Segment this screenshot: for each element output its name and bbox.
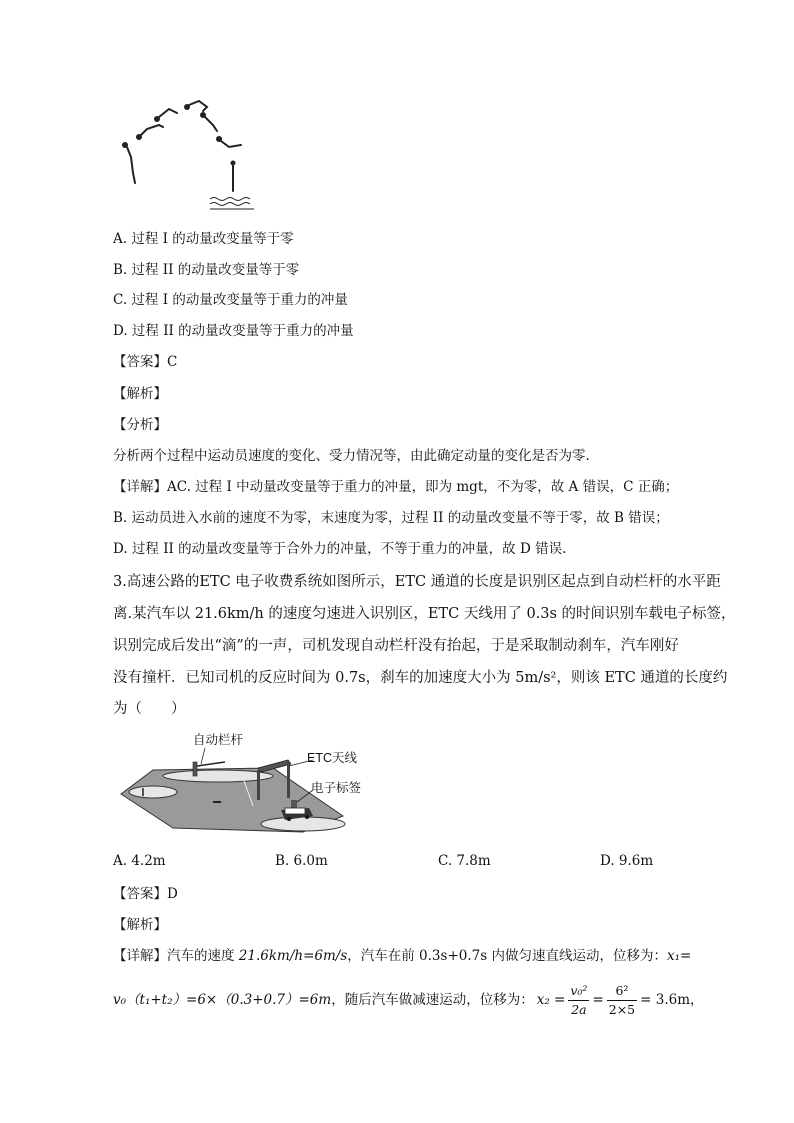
q2-answer: 【答案】C xyxy=(113,354,178,370)
q3-x1-formula: v₀（t₁+t₂）=6×（0.3+0.7）=6m xyxy=(113,992,332,1008)
q2-fenxi-heading: 【分析】 xyxy=(113,417,167,433)
q3-detail-mid: ，汽车在前 0.3s+0.7s 内做匀速直线运动，位移为： xyxy=(347,948,667,964)
q3-frac1-den: 2a xyxy=(571,1001,587,1017)
q2-detail-1: 【详解】AC. 过程 I 中动量改变量等于重力的冲量，即为 mgt，不为零，故 A 错误，C 正确； xyxy=(113,479,679,495)
q3-detail-line-2: v₀（t₁+t₂）=6×（0.3+0.7）=6m ，随后汽车做减速运动，位移为： x₂ = $\frac{\text{v₀²}}{2a}$ = $\frac{\text{6²}}{2\times 5}$ = 3.6m， xyxy=(113,982,704,1017)
q3-detail-prefix: 【详解】汽车的速度 xyxy=(113,948,239,964)
diver-figure xyxy=(115,95,265,217)
q3-x2-lhs: x₂ = xyxy=(536,992,566,1008)
q3-option-d: D. 9.6m xyxy=(600,853,654,869)
etc-label-tag: 电子标签 xyxy=(311,781,362,795)
etc-figure xyxy=(113,728,362,840)
q3-frac2-num: 6² xyxy=(607,982,637,1001)
q3-answer: 【答案】D xyxy=(113,886,178,902)
q3-detail-then: ，随后汽车做减速运动，位移为： xyxy=(331,992,534,1008)
q3-option-b: B. 6.0m xyxy=(275,853,328,869)
q3-frac2-den: 2×5 xyxy=(608,1001,636,1017)
q2-detail-2: B. 运动员进入水前的速度不为零，末速度为零，过程 II 的动量改变量不等于零，故 B 错误； xyxy=(113,510,669,526)
etc-label-antenna: ETC天线 xyxy=(307,751,358,765)
q2-option-d: D. 过程 II 的动量改变量等于重力的冲量 xyxy=(113,323,354,339)
q2-detail-3: D. 过程 II 的动量改变量等于合外力的冲量，不等于重力的冲量，故 D 错误. xyxy=(113,541,567,557)
q3-frac1-num: v₀² xyxy=(568,982,589,1001)
q3-stem-2: 离.某汽车以 21.6km/h 的速度匀速进入识别区，ETC 天线用了 0.3s 的时间识别车载电子标签， xyxy=(113,606,736,622)
q2-jiexi-heading: 【解析】 xyxy=(113,386,167,402)
q3-stem-3: 识别完成后发出“滴”的一声，司机发现自动栏杆没有抬起，于是采取制动刹车，汽车刚好 xyxy=(113,638,679,654)
q2-option-a: A. 过程 I 的动量改变量等于零 xyxy=(113,231,294,247)
q3-stem-5: 为（ ） xyxy=(113,701,186,717)
q3-speed-conversion: 21.6km/h=6m/s xyxy=(238,948,348,964)
q3-x2-result: = 3.6m， xyxy=(640,992,704,1008)
q3-option-c: C. 7.8m xyxy=(438,853,491,869)
q2-analysis: 分析两个过程中运动员速度的变化、受力情况等，由此确定动量的变化是否为零. xyxy=(113,448,590,464)
q3-fraction-numeric xyxy=(607,982,637,1019)
q3-jiexi-heading: 【解析】 xyxy=(113,917,167,933)
q3-stem-4: 没有撞杆．已知司机的反应时间为 0.7s，刹车的加速度大小为 5m/s²，则该 ETC 通道的长度约 xyxy=(113,670,728,686)
q2-option-c: C. 过程 I 的动量改变量等于重力的冲量 xyxy=(113,292,348,308)
q3-option-a: A. 4.2m xyxy=(113,853,166,869)
q3-stem-1: 3.高速公路的ETC 电子收费系统如图所示，ETC 通道的长度是识别区起点到自动栏杆的水平距 xyxy=(113,574,721,590)
q3-x1-label: x₁= xyxy=(666,948,692,964)
etc-label-gate: 自动栏杆 xyxy=(193,733,244,747)
q3-detail-line-1 xyxy=(113,947,691,965)
q2-option-b: B. 过程 II 的动量改变量等于零 xyxy=(113,262,300,278)
q3-fraction-symbolic xyxy=(568,982,589,1019)
